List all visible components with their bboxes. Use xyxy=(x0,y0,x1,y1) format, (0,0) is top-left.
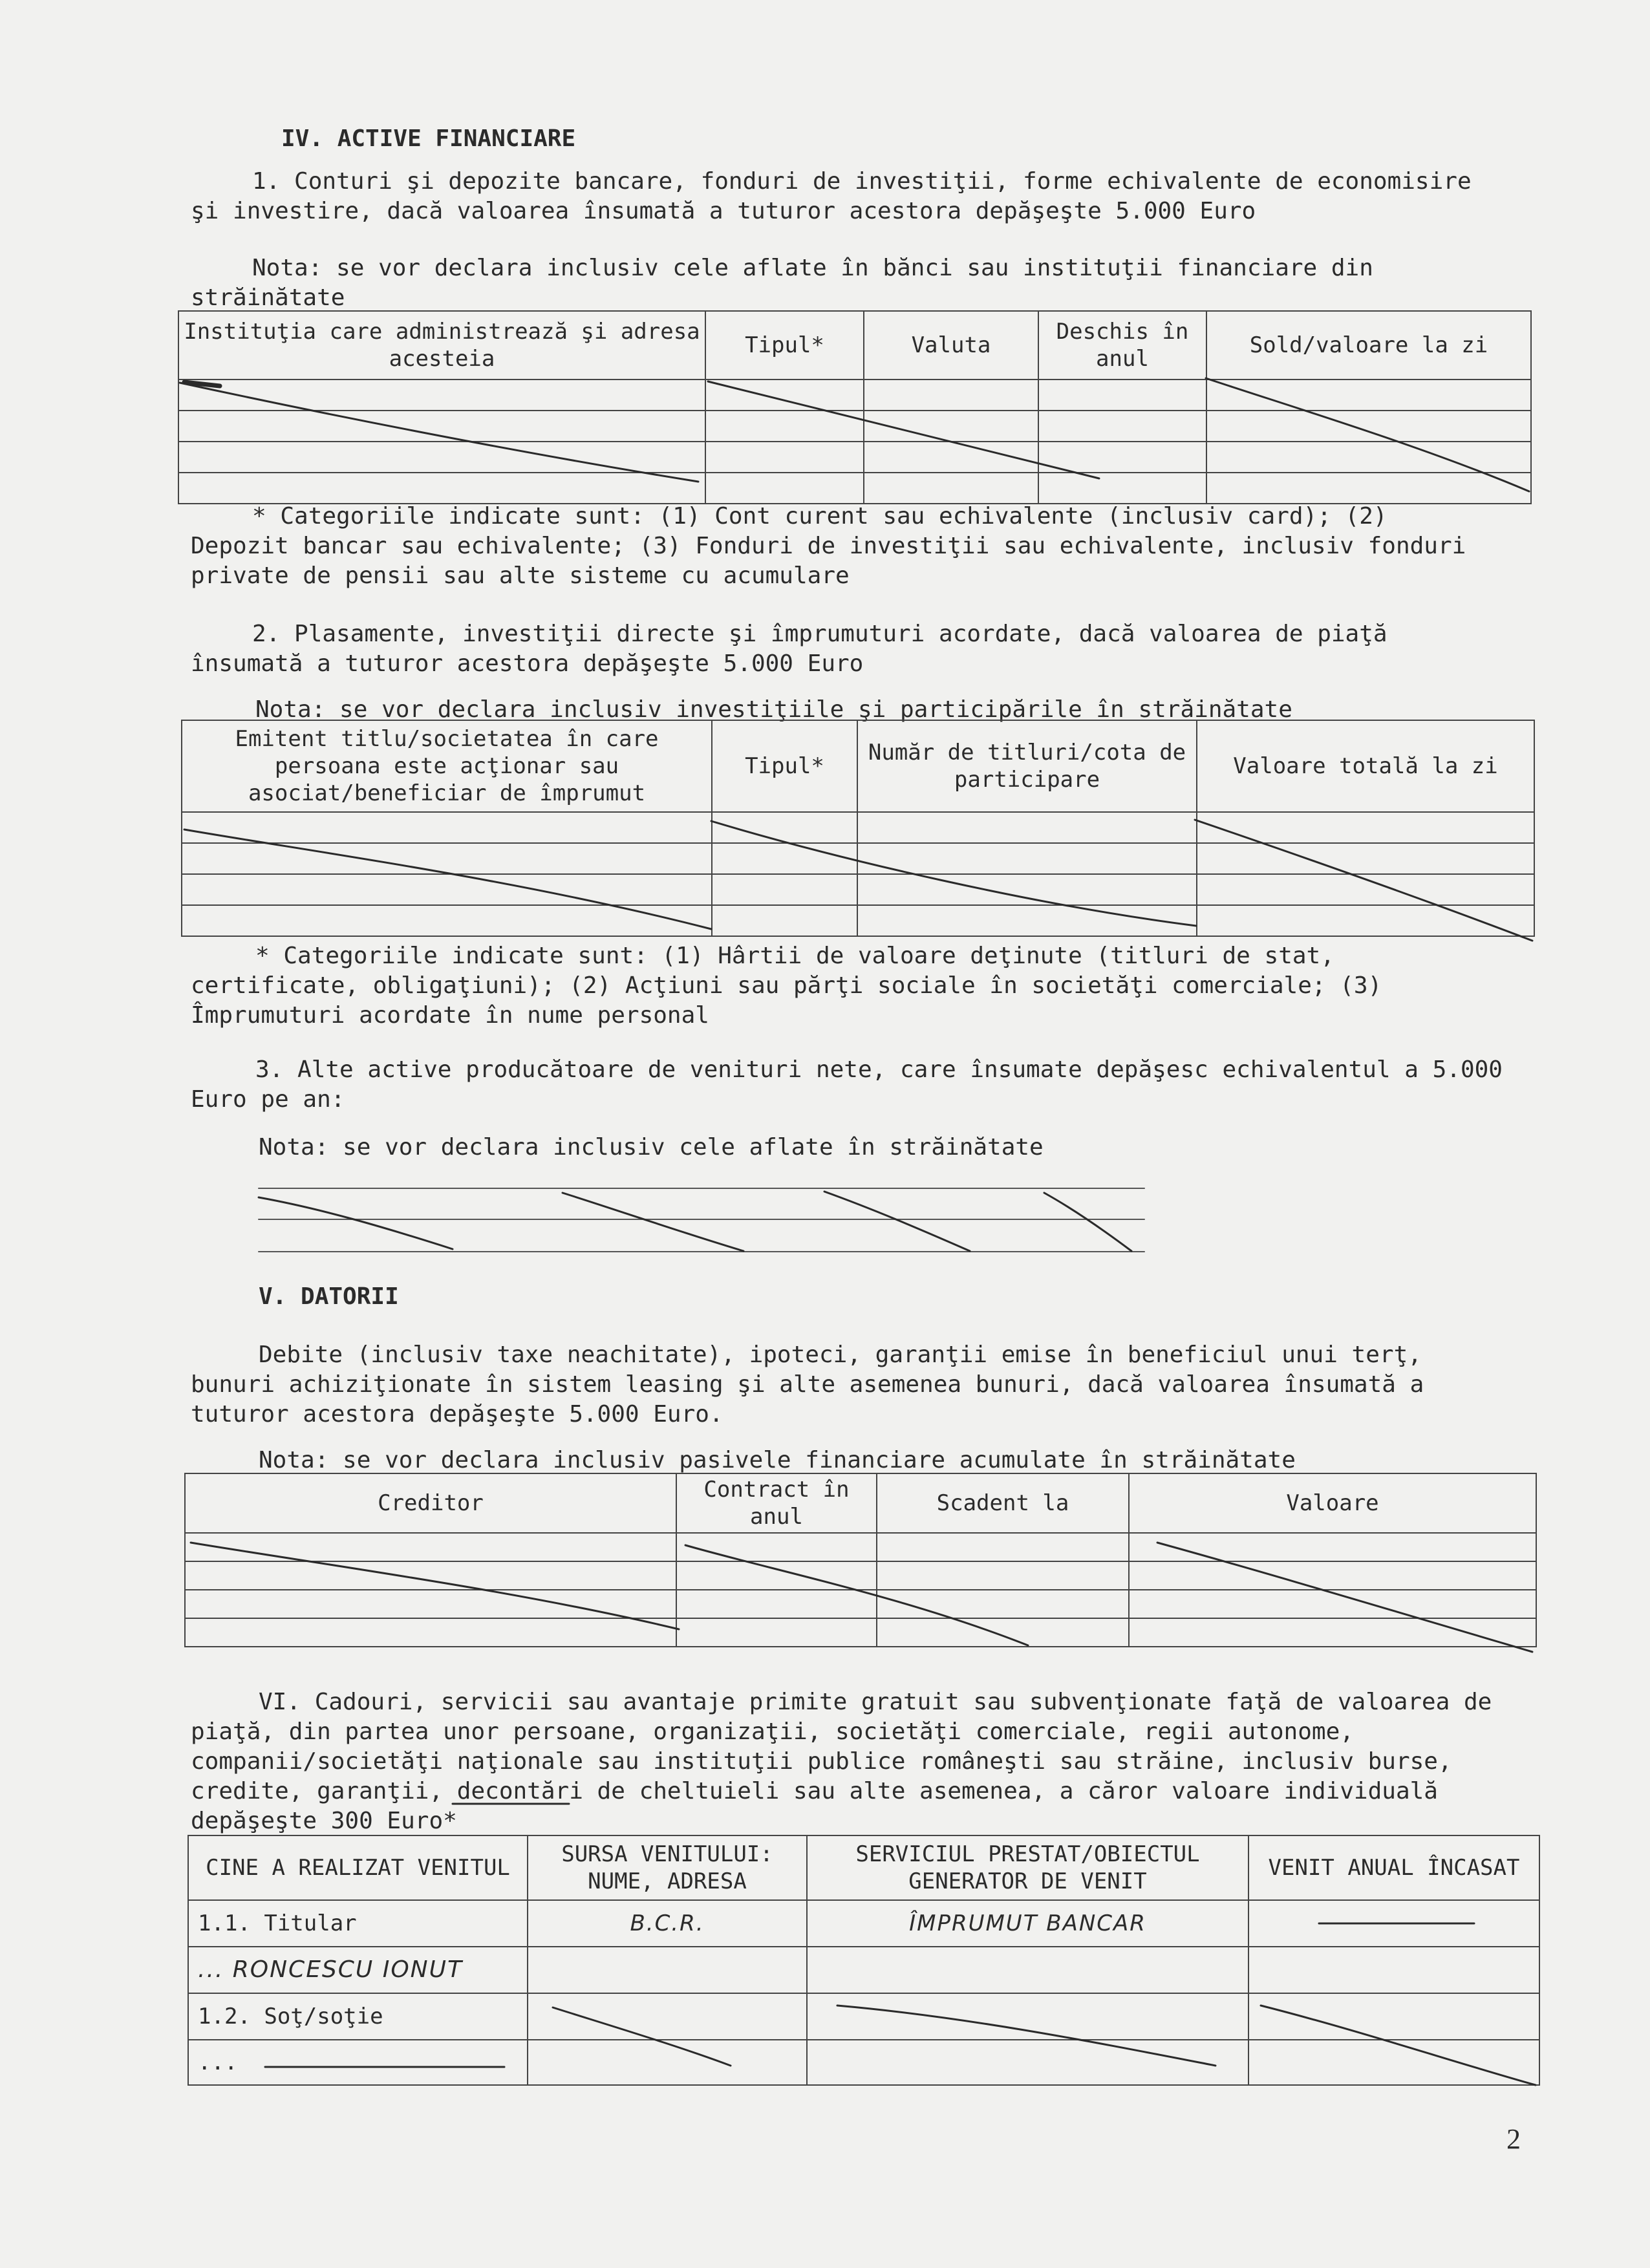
table-row xyxy=(185,1533,1536,1561)
col-value: Valoare xyxy=(1129,1473,1536,1533)
col-annual-income: VENIT ANUAL ÎNCASAT xyxy=(1248,1835,1539,1900)
categories1-text: * Categoriile indicate sunt: (1) Cont curent sau echivalente (inclusiv card); (2) Depozit bancar sau echivalente; (3) Fonduri de investiţii sau echivalente, inclusiv fonduri private de pensii sau alte sisteme cu acumulare xyxy=(191,503,1466,589)
section-v-text: Debite (inclusiv taxe neachitate), ipoteci, garanţii emise în beneficiul unui terţ, bunuri achiziţionate în sistem leasing şi alte asemenea bunuri, dacă valoarea însumată a tuturor acestora depăşeşte 5.000 Euro. xyxy=(191,1342,1424,1428)
table-row xyxy=(178,473,1531,504)
col-contract-year: Contract în anul xyxy=(676,1473,877,1533)
table-row xyxy=(188,1993,1539,2040)
col-titles-share: Număr de titluri/cota de participare xyxy=(857,720,1197,812)
table-row xyxy=(182,905,1534,936)
table-row xyxy=(185,1561,1536,1590)
page-number: 2 xyxy=(1506,2123,1521,2155)
table-row xyxy=(188,1947,1539,1993)
col-due: Scadent la xyxy=(877,1473,1129,1533)
section-v-title: V. DATORII xyxy=(259,1283,399,1310)
row-who: ... xyxy=(188,2040,528,2085)
table-row xyxy=(178,380,1531,411)
table-row xyxy=(188,1900,1539,1947)
table-row xyxy=(178,442,1531,473)
row-income xyxy=(1248,1900,1539,1947)
col-institution: Instituţia care administrează şi adresa acesteia xyxy=(178,311,705,380)
row-service: ÎMPRUMUT BANCAR xyxy=(807,1900,1248,1947)
col-currency: Valuta xyxy=(864,311,1038,380)
categories2-text: * Categoriile indicate sunt: (1) Hârtii de valoare deţinute (titluri de stat, certificate, obligaţiuni); (2) Acţiuni sau părţi sociale în societăţi comerciale; (3) Împrumuturi acordate în nume personal xyxy=(191,943,1382,1029)
col-creditor: Creditor xyxy=(185,1473,676,1533)
col-balance: Sold/valoare la zi xyxy=(1206,311,1531,380)
table-row xyxy=(182,812,1534,843)
section-v-note: Nota: se vor declara inclusiv pasivele financiare acumulate în străinătate xyxy=(259,1447,1296,1473)
table-row xyxy=(178,411,1531,442)
bank-accounts-table xyxy=(178,310,1532,504)
gifts-table xyxy=(188,1835,1540,2086)
table-row xyxy=(182,843,1534,874)
table-row xyxy=(182,874,1534,905)
col-service: SERVICIUL PRESTAT/OBIECTUL GENERATOR DE VENIT xyxy=(807,1835,1248,1900)
col-total-value: Valoare totală la zi xyxy=(1197,720,1534,812)
col-issuer: Emitent titlu/societatea în care persoana este acţionar sau asociat/beneficiar de împrumut xyxy=(182,720,712,812)
table-row xyxy=(188,2040,1539,2085)
row-who: ... RONCESCU IONUT xyxy=(188,1947,528,1993)
row-who: 1.1. Titular xyxy=(188,1900,528,1947)
col-type: Tipul* xyxy=(705,311,864,380)
col-opened: Deschis în anul xyxy=(1038,311,1206,380)
table-row xyxy=(185,1590,1536,1618)
item1-text: 1. Conturi şi depozite bancare, fonduri de investiţii, forme echivalente de economisire şi investire, dacă valoarea însumată a tuturor acestora depăşeşte 5.000 Euro xyxy=(191,168,1472,224)
section-vi-text: VI. Cadouri, servicii sau avantaje primite gratuit sau subvenţionate faţă de valoarea de piaţă, din partea unor persoane, organizaţii, societăţi comerciale, regii autonome, companii/societăţi naţionale sau instituţii publice româneşti sau străine, inclusiv burse, credite, garanţii, decontări de cheltuieli sau alte asemenea, a căror valoare individuală depăşeşte 300 Euro* xyxy=(191,1689,1492,1834)
table-row xyxy=(185,1618,1536,1647)
col-source: SURSA VENITULUI: NUME, ADRESA xyxy=(528,1835,807,1900)
note3-text: Nota: se vor declara inclusiv cele aflate în străinătate xyxy=(259,1134,1044,1161)
debts-table xyxy=(184,1473,1537,1647)
row-who: 1.2. Soţ/soţie xyxy=(188,1993,528,2040)
row-source: B.C.R. xyxy=(528,1900,807,1947)
note1-text: Nota: se vor declara inclusiv cele aflate în bănci sau instituţii financiare din străinătate xyxy=(191,255,1373,311)
col-type: Tipul* xyxy=(712,720,857,812)
note2-text: Nota: se vor declara inclusiv investiţiile şi participările în străinătate xyxy=(255,696,1292,723)
section-iv-title: IV. ACTIVE FINANCIARE xyxy=(281,125,576,152)
investments-table xyxy=(181,720,1535,937)
col-who: CINE A REALIZAT VENITUL xyxy=(188,1835,528,1900)
item3-text: 3. Alte active producătoare de venituri nete, care însumate depăşesc echivalentul a 5.000 Euro pe an: xyxy=(191,1056,1503,1113)
item2-text: 2. Plasamente, investiţii directe şi împrumuturi acordate, dacă valoarea de piaţă însumată a tuturor acestora depăşeşte 5.000 Euro xyxy=(191,621,1388,677)
